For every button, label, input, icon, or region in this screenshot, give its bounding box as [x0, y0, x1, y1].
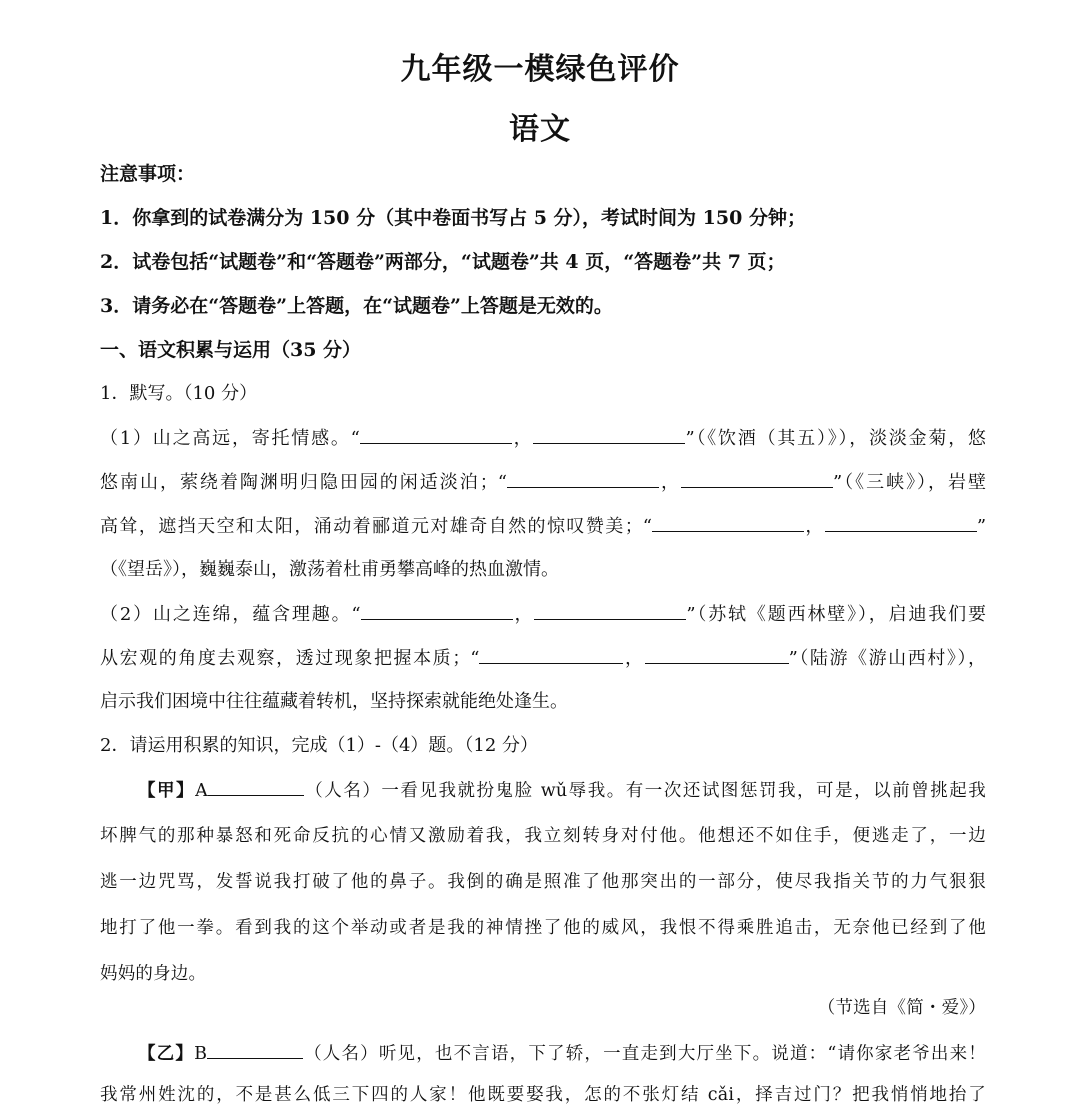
answer-blank[interactable]: [681, 469, 833, 488]
passage-jia-line5: 妈妈的身边。: [100, 964, 207, 984]
q1-part1-line4: （《望岳》），巍巍泰山，激荡着杜甫勇攀高峰的热血激情。: [100, 559, 559, 580]
notice-item-2: 2．试卷包括“试题卷”和“答题卷”两部分，“试题卷”共 4 页，“答题卷”共 7 页；: [100, 251, 786, 273]
answer-blank[interactable]: [479, 645, 623, 664]
passage-yi-line2: 我常州姓沈的，不是甚么低三下四的人家！他既要娶我，怎的不张灯结 cǎi，择吉过门？把我悄悄地抬了: [100, 1085, 986, 1105]
page-title: 九年级一模绿色评价: [400, 52, 680, 87]
answer-blank[interactable]: [825, 513, 977, 532]
passage-jia-line3: 逃一边咒骂，发誓说我打破了他的鼻子。我倒的确是照准了他那突出的一部分，使尽我指关节的力气狠狠: [100, 872, 986, 892]
answer-blank[interactable]: [208, 777, 304, 796]
notice-item-1: 1．你拿到的试卷满分为 150 分（其中卷面书写占 5 分），考试时间为 150 分钟；: [100, 207, 806, 229]
passage-tag-yi: 【乙】: [138, 1044, 195, 1064]
q1-part2-line1: （2）山之连绵，蕴含理趣。“ ， ”（苏轼《题西林壁》），启迪我们要: [100, 601, 986, 628]
subject-title: 语文: [509, 112, 571, 147]
passage-jia-line4: 地打了他一拳。看到我的这个举动或者是我的神情挫了他的威风，我恨不得乘胜追击，无奈他已经到了他: [100, 918, 986, 938]
q1-part1-line3: 高耸，遮挡天空和太阳，涌动着郦道元对雄奇自然的惊叹赞美；“ ， ”: [100, 513, 986, 540]
answer-blank[interactable]: [507, 469, 659, 488]
notice-item-3: 3．请务必在“答题卷”上答题，在“试题卷”上答题是无效的。: [100, 295, 613, 317]
answer-blank[interactable]: [645, 645, 789, 664]
q1-part1-line1: （1）山之高远，寄托情感。“ ， ”（《饮酒（其五）》），淡淡金菊，悠: [100, 425, 986, 452]
passage-jia-source: （节选自《简・爱》）: [817, 998, 986, 1018]
section-heading: 一、语文积累与运用（35 分）: [100, 339, 362, 361]
answer-blank[interactable]: [533, 425, 685, 444]
passage-jia-line1: 【甲】A （人名）一看见我就扮鬼脸 wǔ辱我。有一次还试图惩罚我，可是，以前曾挑起我: [138, 777, 986, 804]
q1-part2-line3: 启示我们困境中往往蕴藏着转机，坚持探索就能绝处逢生。: [100, 691, 568, 712]
notice-heading: 注意事项：: [100, 163, 196, 185]
answer-blank[interactable]: [360, 425, 512, 444]
q1-part1-line2: 悠南山，萦绕着陶渊明归隐田园的闲适淡泊；“ ， ”（《三峡》），岩壁: [100, 469, 986, 496]
answer-blank[interactable]: [207, 1040, 303, 1059]
answer-blank[interactable]: [652, 513, 804, 532]
passage-yi-line1: 【乙】B （人名）听见，也不言语，下了轿，一直走到大厅坐下。说道：“请你家老爷出来！: [138, 1040, 986, 1067]
passage-jia-line2: 坏脾气的那种暴怒和死命反抗的心情又激励着我，我立刻转身对付他。他想还不如住手，便逃走了，一边: [100, 826, 986, 846]
question-2-stem: 2．请运用积累的知识，完成（1）-（4）题。（12 分）: [100, 735, 539, 756]
q1-part2-line2: 从宏观的角度去观察，透过现象把握本质；“ ， ”（陆游《游山西村》），: [100, 645, 986, 672]
answer-blank[interactable]: [534, 601, 686, 620]
answer-blank[interactable]: [361, 601, 513, 620]
question-1-stem: 1．默写。（10 分）: [100, 383, 258, 404]
passage-tag-jia: 【甲】: [138, 781, 196, 801]
